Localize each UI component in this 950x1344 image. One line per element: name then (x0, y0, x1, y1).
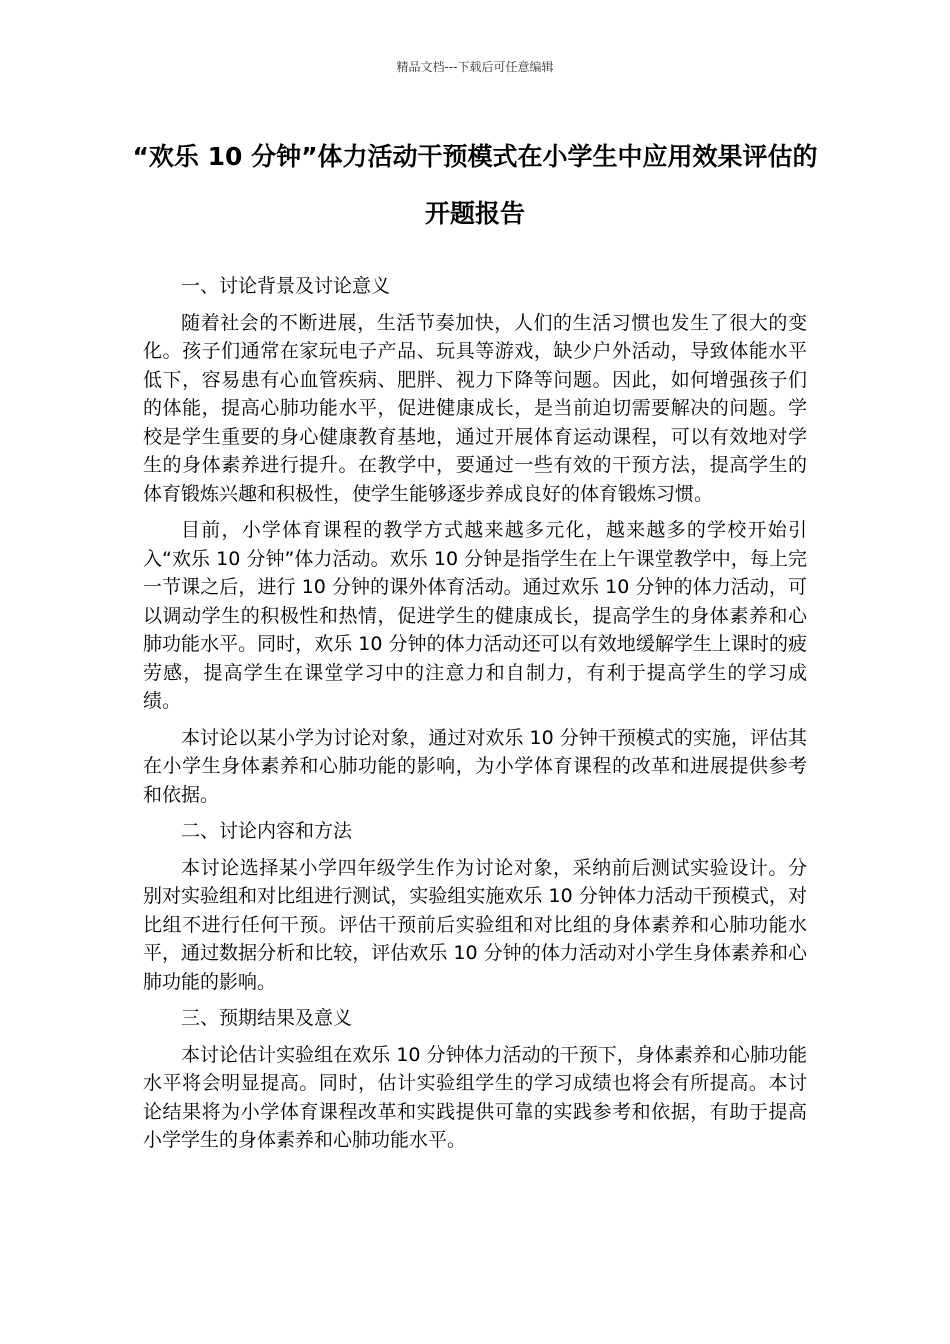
paragraph: 本讨论选择某小学四年级学生作为讨论对象，采纳前后测试实验设计。分别对实验组和对比组进行测试，实验组实施欢乐 10 分钟体力活动干预模式，对比组不进行任何干预。评估干预前后实验组和对比组的身体素养和心肺功能水平，通过数据分析和比较，评估欢乐 10 分钟的体力活动对小学生身体素养和心肺功能的影响。 (143, 856, 807, 993)
section-heading: 三、预期结果及意义 (181, 1007, 353, 1029)
document-title: “欢乐 10 分钟”体力活动干预模式在小学生中应用效果评估的开题报告 (132, 142, 818, 228)
header-note: 精品文档---下载后可任意编辑 (396, 60, 554, 74)
paragraph: 本讨论估计实验组在欢乐 10 分钟体力活动的干预下，身体素养和心肺功能水平将会明显提高。同时，估计实验组学生的学习成绩也将会有所提高。本讨论结果将为小学体育课程改革和实践提供可靠的实践参考和依据，有助于提高小学学生的身体素养和心肺功能水平。 (143, 1043, 807, 1151)
paragraph: 目前，小学体育课程的教学方式越来越多元化，越来越多的学校开始引入“欢乐 10 分钟”体力活动。欢乐 10 分钟是指学生在上午课堂教学中，每上完一节课之后，进行 10 分钟的课外体育活动。通过欢乐 10 分钟的体力活动，可以调动学生的积极性和热情，促进学生的健康成长，提高学生的身体素养和心肺功能水平。同时，欢乐 10 分钟的体力活动还可以有效地缓解学生上课时的疲劳感，提高学生在课堂学习中的注意力和自制力，有利于提高学生的学习成绩。 (143, 519, 807, 712)
section-heading: 一、讨论背景及讨论意义 (181, 275, 391, 297)
section-heading: 二、讨论内容和方法 (181, 820, 353, 842)
paragraph: 随着社会的不断进展，生活节奏加快，人们的生活习惯也发生了很大的变化。孩子们通常在家玩电子产品、玩具等游戏，缺少户外活动，导致体能水平低下，容易患有心血管疾病、肥胖、视力下降等问题。因此，如何增强孩子们的体能，提高心肺功能水平，促进健康成长，是当前迫切需要解决的问题。学校是学生重要的身心健康教育基地，通过开展体育运动课程，可以有效地对学生的身体素养进行提升。在教学中，要通过一些有效的干预方法，提高学生的体育锻炼兴趣和积极性，使学生能够逐步养成良好的体育锻炼习惯。 (143, 311, 807, 505)
document-body (143, 272, 807, 1163)
paragraph: 本讨论以某小学为讨论对象，通过对欢乐 10 分钟干预模式的实施，评估其在小学生身体素养和心肺功能的影响，为小学体育课程的改革和进展提供参考和依据。 (143, 726, 807, 806)
